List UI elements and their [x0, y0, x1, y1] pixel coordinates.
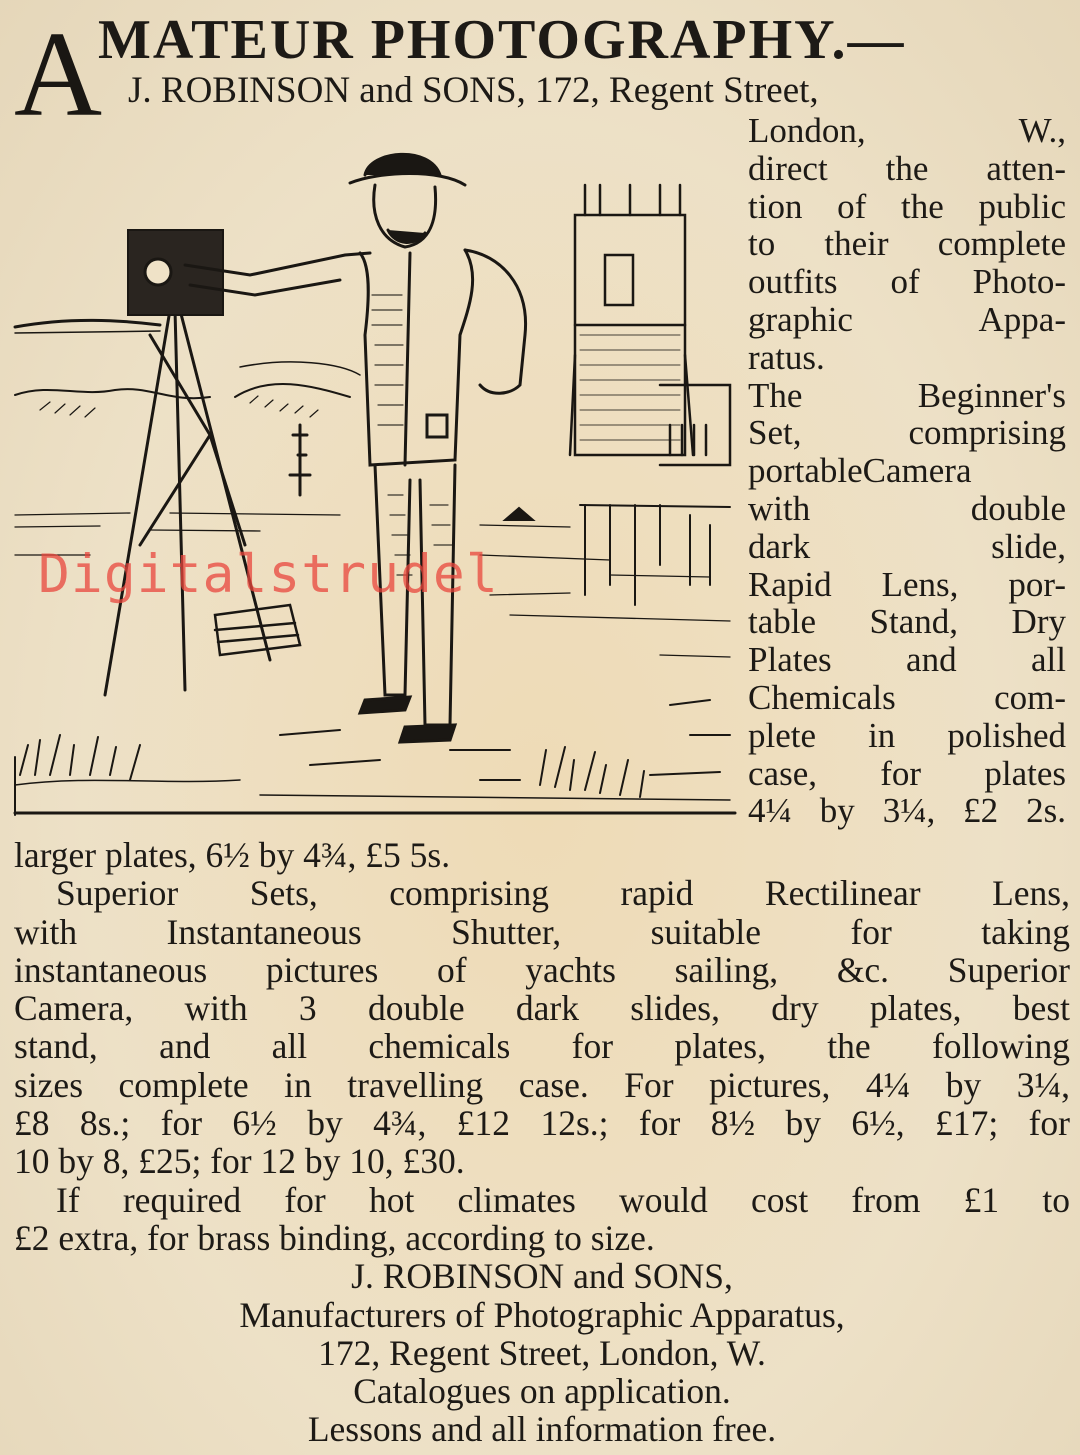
- column-line: table Stand, Dry: [748, 602, 1066, 642]
- column-line: Chemicals com-: [748, 677, 1066, 717]
- column-line: 4¼ by 3¼, £2 2s.: [748, 791, 1066, 831]
- body-line: with Instantaneous Shutter, suitable for taking: [14, 911, 1070, 952]
- column-line: tion of the public: [748, 186, 1066, 226]
- body-line: Superior Sets, comprising rapid Rectilinear Lens,: [56, 873, 1070, 914]
- footer-catalogues: Catalogues on application.: [353, 1371, 731, 1412]
- column-line: case, for plates: [748, 753, 1066, 793]
- footer-firm-name: J. ROBINSON and SONS,: [351, 1256, 733, 1297]
- column-line: graphic Appa-: [748, 299, 1066, 339]
- column-line: portableCamera: [748, 451, 972, 491]
- body-line: 10 by 8, £25; for 12 by 10, £30.: [14, 1141, 465, 1182]
- right-column-text: [748, 112, 1066, 830]
- drop-cap-initial: A: [14, 7, 103, 142]
- body-line: £8 8s.; for 6½ by 4¾, £12 12s.; for 8½ by 6½, £17; for: [14, 1103, 1070, 1144]
- column-line: to their complete: [748, 224, 1066, 264]
- body-line: stand, and all chemicals for plates, the following: [14, 1026, 1070, 1067]
- column-line: with double: [748, 488, 1066, 528]
- watermark-text: Digitalstrudel: [38, 544, 499, 605]
- photographer-engraving: [10, 135, 740, 825]
- body-line: If required for hot climates would cost from £1 to: [56, 1179, 1070, 1220]
- column-line: Plates and all: [748, 640, 1066, 680]
- column-line: Set, comprising: [748, 413, 1066, 453]
- column-line: The Beginner's: [748, 375, 1066, 415]
- column-line: plete in polished: [748, 715, 1066, 755]
- column-line: Rapid Lens, por-: [748, 564, 1066, 604]
- column-line: London, W.,: [748, 111, 1066, 150]
- footer-lessons: Lessons and all information free.: [307, 1409, 777, 1450]
- footer-description: Manufacturers of Photographic Apparatus,: [239, 1294, 845, 1335]
- column-line: direct the atten-: [748, 148, 1066, 188]
- body-line: sizes complete in travelling case. For pictures, 4¼ by 3¼,: [14, 1064, 1070, 1105]
- headline-subtitle: J. ROBINSON and SONS, 172, Regent Street,: [128, 70, 819, 111]
- column-line: dark slide,: [748, 526, 1066, 566]
- body-text: [14, 836, 1070, 1449]
- body-line: instantaneous pictures of yachts sailing, &c. Superior: [14, 949, 1070, 990]
- footer-address: 172, Regent Street, London, W.: [318, 1332, 766, 1373]
- column-line: ratus.: [748, 337, 825, 377]
- body-line: £2 extra, for brass binding, according to size.: [14, 1217, 655, 1258]
- headline-title: MATEUR PHOTOGRAPHY.—: [98, 9, 906, 71]
- body-line: Camera, with 3 double dark slides, dry plates, best: [14, 988, 1070, 1029]
- body-line: larger plates, 6½ by 4¾, £5 5s.: [14, 835, 451, 875]
- column-line: outfits of Photo-: [748, 262, 1066, 302]
